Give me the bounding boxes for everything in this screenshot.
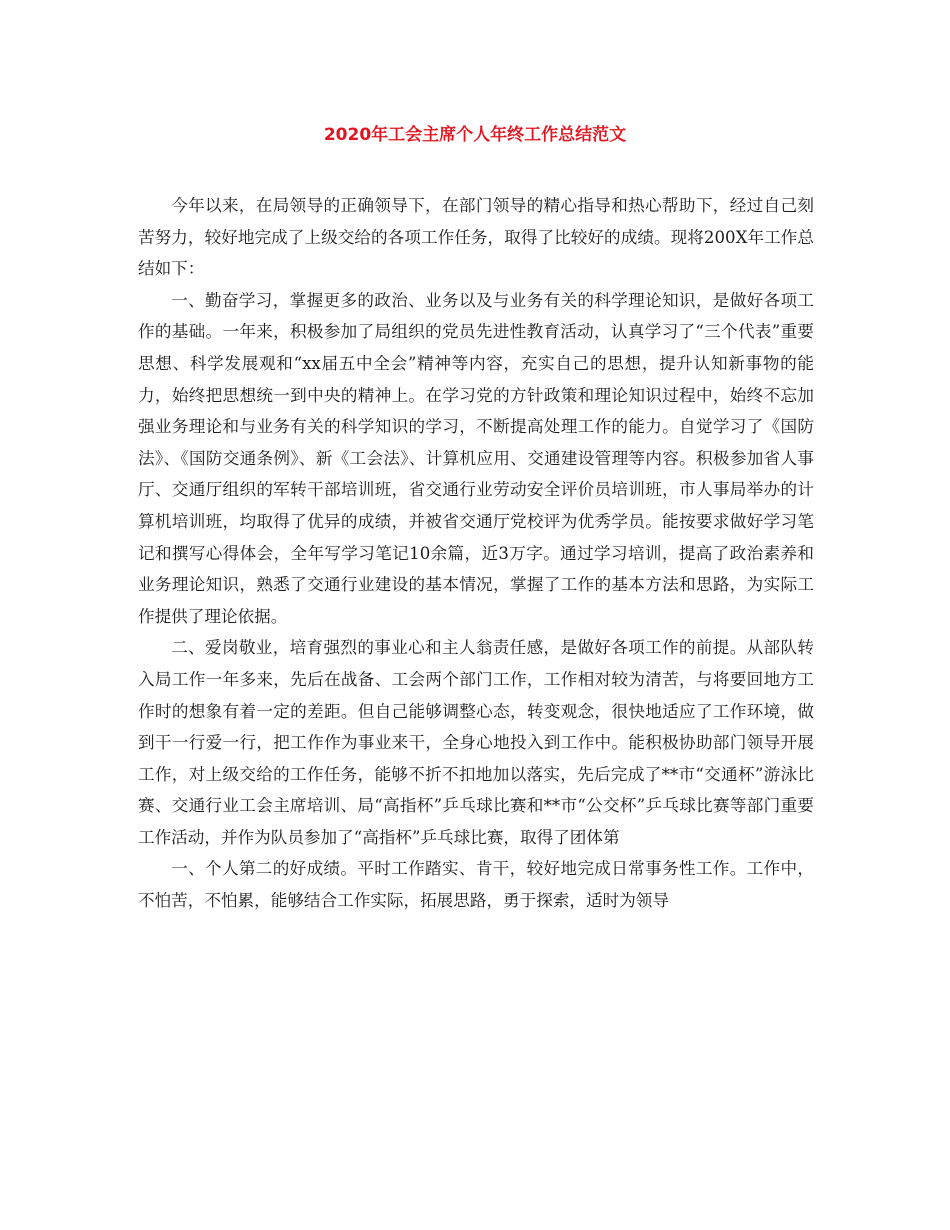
- paragraph-intro: 今年以来，在局领导的正确领导下，在部门领导的精心指导和热心帮助下，经过自己刻苦努力，较好地完成了上级交给的各项工作任务，取得了比较好的成绩。现将200X年工作总结如下：: [138, 196, 814, 279]
- paragraph-dedication: 二、爱岗敬业，培育强烈的事业心和主人翁责任感，是做好各项工作的前提。从部队转入局工作一年多来，先后在战备、工会两个部门工作，工作相对较为清苦，与将要回地方工作时的想象有着一定的差距。但自己能够调整心态，转变观念，很快地适应了工作环境，做到干一行爱一行，把工作作为事业来干，全身心地投入到工作中。能积极协助部门领导开展工作，对上级交给的工作任务，能够不折不扣地加以落实，先后完成了**市“交通杯”游泳比赛、交通行业工会主席培训、局“高指杯”乒乓球比赛和**市“公交杯”乒乓球比赛等部门重要工作活动，并作为队员参加了“高指杯”乒乓球比赛，取得了团体第: [138, 638, 814, 847]
- document-title: 2020年工会主席个人年终工作总结范文: [323, 125, 627, 145]
- paragraph-study: 一、勤奋学习，掌握更多的政治、业务以及与业务有关的科学理论知识，是做好各项工作的基础。一年来，积极参加了局组织的党员先进性教育活动，认真学习了“三个代表”重要思想、科学发展观和“xx届五中全会”精神等内容，充实自己的思想，提升认知新事物的能力，始终把思想统一到中央的精神上。在学习党的方针政策和理论知识过程中，始终不忘加强业务理论和与业务有关的科学知识的学习，不断提高处理工作的能力。自觉学习了《国防法》、《国防交通条例》、新《工会法》、计算机应用、交通建设管理等内容。积极参加省人事厅、交通厅组织的军转干部培训班，省交通行业劳动安全评价员培训班，市人事局举办的计算机培训班，均取得了优异的成绩，并被省交通厅党校评为优秀学员。能按要求做好学习笔记和撰写心得体会，全年写学习笔记10余篇，近3万字。通过学习培训，提高了政治素养和业务理论知识，熟悉了交通行业建设的基本情况，掌握了工作的基本方法和思路，为实际工作提供了理论依据。: [138, 290, 814, 626]
- paragraph-achievement: 一、个人第二的好成绩。平时工作踏实、肯干，较好地完成日常事务性工作。工作中，不怕苦，不怕累，能够结合工作实际，拓展思路，勇于探索，适时为领导: [138, 859, 814, 911]
- document-body: [138, 190, 814, 917]
